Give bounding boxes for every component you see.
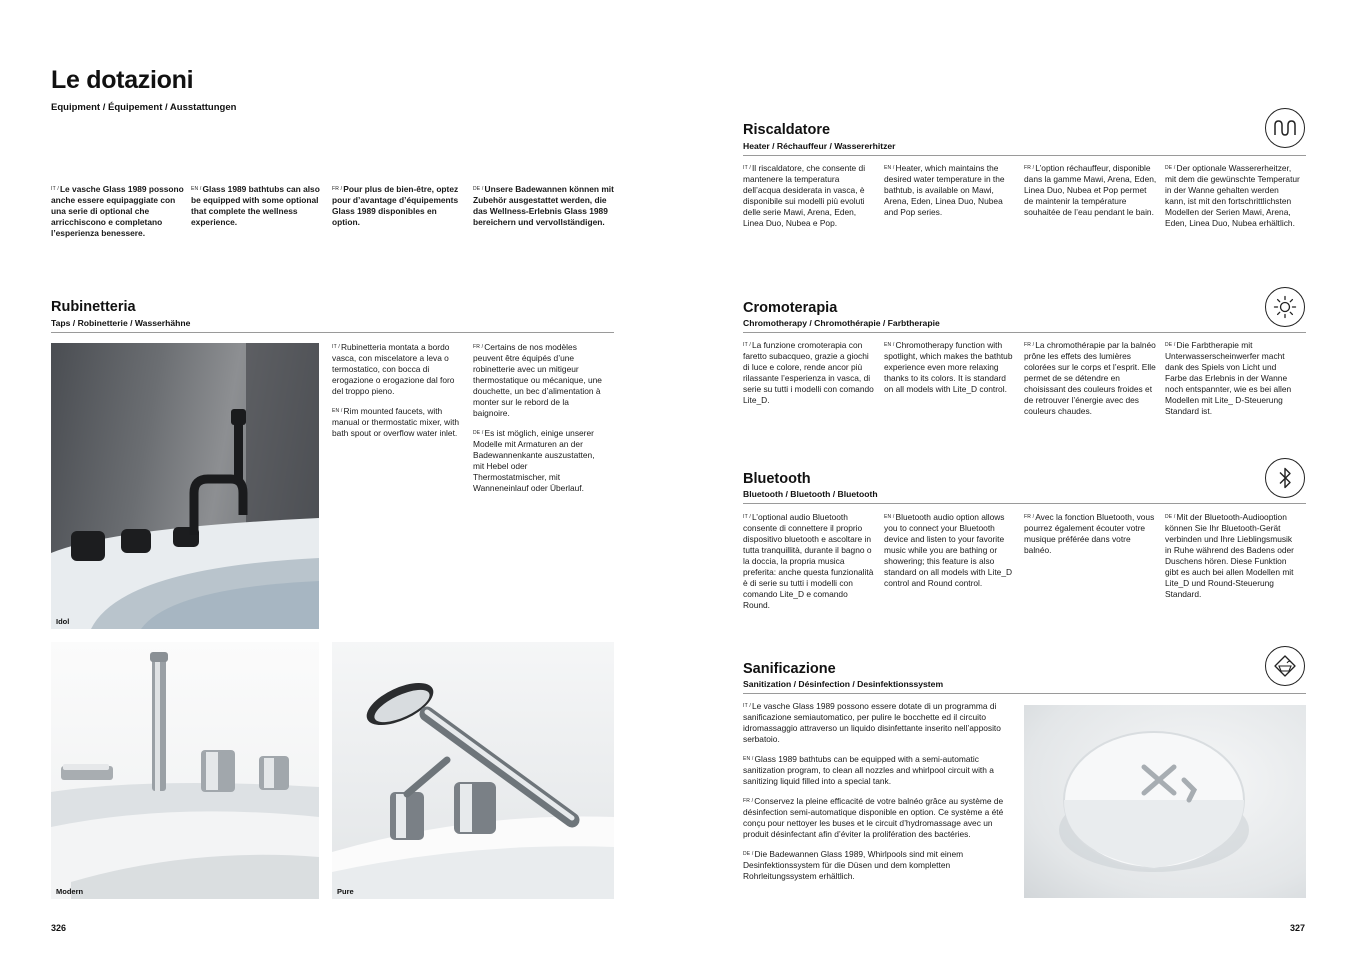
pure-photo	[332, 642, 614, 899]
chromo-text-fr: $^{FR /}$La chromothérapie par la balnéo prône les effets des lumières colorées sur le corps et l’esprit. Elle permet de se détendre en choisissant des couleurs froides et de retrouver l’énergie avec des couleurs chaudes.	[1024, 340, 1156, 416]
idol-faucet-image	[51, 343, 319, 629]
chromo-title: Cromoterapia	[743, 300, 838, 316]
chromo-text-en: $^{EN /}$Chromotherapy function with spotlight, which makes the bathtub experience even more relaxing thanks to its colors. It is standard on all models with Lite_D control.	[884, 340, 1013, 394]
bluetooth-subtitle: Bluetooth / Bluetooth / Bluetooth	[743, 489, 878, 499]
taps-subtitle: Taps / Robinetterie / Wasserhähne	[51, 318, 191, 328]
pure-label: Pure	[337, 887, 354, 896]
idol-label: Idol	[56, 617, 70, 626]
sanit-divider	[743, 693, 1306, 694]
chromo-text-it: $^{IT /}$La funzione cromoterapia con faretto subacqueo, grazie a giochi di luce e colore, rende ancor più rilassante l’esperienza in vasca, di serie su tutti i modelli con comando Lite_D.	[743, 340, 874, 405]
page-number-left: 326	[51, 923, 67, 933]
sanitization-bucket-icon	[1265, 646, 1305, 686]
bluetooth-text-de: $^{DE /}$Mit der Bluetooth-Audiooption können Sie Ihr Bluetooth-Gerät verbinden und Ihre Lieblingsmusik in Ruhe während des Badens oder Duschens hören. Diese Funktion gibt es auch bei allen Modellen mit Lite_D und Round-Steuerung Standard.	[1165, 512, 1294, 599]
heater-divider	[743, 155, 1306, 156]
sun-light-icon	[1265, 287, 1305, 327]
sanitization-device-image	[1024, 705, 1306, 898]
page-subtitle: Equipment / Équipement / Ausstattungen	[51, 102, 237, 113]
modern-photo	[51, 642, 319, 899]
chromo-subtitle: Chromotherapy / Chromothérapie / Farbtherapie	[743, 318, 940, 328]
taps-divider	[51, 332, 614, 333]
intro-fr: $^{FR /}$Pour plus de bien-être, optez pour d’avantage d’équipements Glass 1989 disponibles en option.	[332, 184, 459, 227]
heater-text-de: $^{DE /}$Der optionale Wassererheitzer, mit dem die gewünschte Temperatur in der Wanne gehalten werden kann, ist mit den fortschrittlichsten Modellen der Serien Mawi, Arena, Eden, Linea Duo, Nubea erhältlich.	[1165, 163, 1300, 228]
sanit-text: $^{IT /}$Le vasche Glass 1989 possono essere dotate di un programma di sanificazione semiautomatico, per pulire le bocchette ed il circuito idromassaggio attraverso un liquido disinfettante inserito nell’apposito serbatoio. $^{EN /}$Glass 1989 bathtubs can be equipped with a semi-automatic sanitization program, to clean all nozzles and whirlpool circuit with a sanitizing liquid filled into a special tank. $^{FR /}$Conservez la pleine efficacité de votre balnéo grâce au système de désinfection semi-automatique disponible en option. Ce système a été conçu pour nettoyer les buses et le circuit d’hydromassage avec un produit désinfectant afin d’éviter la prolifération des bactéries. $^{DE /}$Die Badewannen Glass 1989, Whirlpools sind mit einem Desinfektionssystem für die Düsen und dem kompletten Rohrleitungssystem erhältlich.	[743, 701, 1004, 881]
heater-title: Riscaldatore	[743, 122, 831, 138]
sanit-title: Sanificazione	[743, 661, 836, 677]
pure-faucet-image	[332, 642, 614, 899]
intro-en: $^{EN /}$Glass 1989 bathtubs can also be equipped with some optional that complete the wellness experience.	[191, 184, 320, 227]
bluetooth-text-it: $^{IT /}$L’optional audio Bluetooth consente di connettere il proprio dispositivo bluetooth e ascoltare in tutta tranquillità, durante il bagno o la doccia, la propria musica preferita: anche questa funzionalità è di serie su tutti i modelli con comando Lite_D e comando Round.	[743, 512, 874, 610]
bluetooth-divider	[743, 503, 1306, 504]
heater-subtitle: Heater / Réchauffeur / Wassererhitzer	[743, 141, 896, 151]
idol-photo	[51, 343, 319, 629]
heater-coil-icon	[1265, 108, 1305, 148]
modern-faucet-image	[51, 642, 319, 899]
bluetooth-icon	[1265, 458, 1305, 498]
intro-it: $^{IT /}$Le vasche Glass 1989 possono anche essere equipaggiate con una serie di optional che arricchiscono e completano l’esperienza benessere.	[51, 184, 184, 238]
modern-label: Modern	[56, 887, 84, 896]
intro-de: $^{DE /}$Unsere Badewannen können mit Zubehör ausgestattet werden, die das Wellness-Erlebnis Glass 1989 bereichern und vervollständigen.	[473, 184, 614, 227]
bluetooth-title: Bluetooth	[743, 471, 811, 487]
bluetooth-text-fr: $^{FR /}$Avec la fonction Bluetooth, vous pourrez également écouter votre musique préférée dans votre balnéo.	[1024, 512, 1155, 555]
sanitization-device-photo	[1024, 705, 1306, 898]
heater-text-it: $^{IT /}$Il riscaldatore, che consente di mantenere la temperatura dell’acqua desiderata in vasca, è disponibile sui modelli più evoluti delle serie Mawi, Arena, Eden, Linea Duo, Nubea e Pop.	[743, 163, 866, 228]
taps-text-col1: $^{IT /}$Rubinetteria montata a bordo vasca, con miscelatore a leva o termostatico, con bocca di erogazione o erogazione dal foro del troppo pieno. $^{EN /}$Rim mounted faucets, with manual or thermostatic mixer, with bath spout or overflow water inlet.	[332, 342, 460, 438]
chromo-text-de: $^{DE /}$Die Farbtherapie mit Unterwasserscheinwerfer macht dank des Spiels von Licht und Farbe das Erlebnis in der Wanne noch entspannter, wie es bei allen Modellen mit Lite_ D-Steuerung Standard ist.	[1165, 340, 1292, 416]
chromo-divider	[743, 332, 1306, 333]
sanit-subtitle: Sanitization / Désinfection / Desinfektionssystem	[743, 679, 944, 689]
bluetooth-text-en: $^{EN /}$Bluetooth audio option allows you to connect your Bluetooth device and listen to your favorite music while you are bathing or showering; this feature is also standard on all models with Lite_D control and Round control.	[884, 512, 1013, 588]
taps-text-col2: $^{FR /}$Certains de nos modèles peuvent être équipés d’une robinetterie avec un mitigeur thermostatique ou mécanique, une douchette, un bec d’alimentation à monter sur le rebord de la baignoire. $^{DE /}$Es ist möglich, einige unserer Modelle mit Armaturen an der Badewannenkante auszustatten, mit Hebel oder Thermostatmischer, mit Wanneneinlauf oder Überlauf.	[473, 342, 602, 493]
page-number-right: 327	[1290, 923, 1306, 933]
heater-text-fr: $^{FR /}$L’option réchauffeur, disponible dans la gamme Mawi, Arena, Eden, Linea Duo, Nubea et Pop permet de maintenir la température souhaitée de l’eau pendant le bain.	[1024, 163, 1157, 217]
heater-text-en: $^{EN /}$Heater, which maintains the desired water temperature in the bathtub, is available on Mawi, Arena, Eden, Linea Duo, Nubea and Pop series.	[884, 163, 1005, 217]
taps-title: Rubinetteria	[51, 299, 136, 315]
page-title: Le dotazioni	[51, 66, 194, 94]
